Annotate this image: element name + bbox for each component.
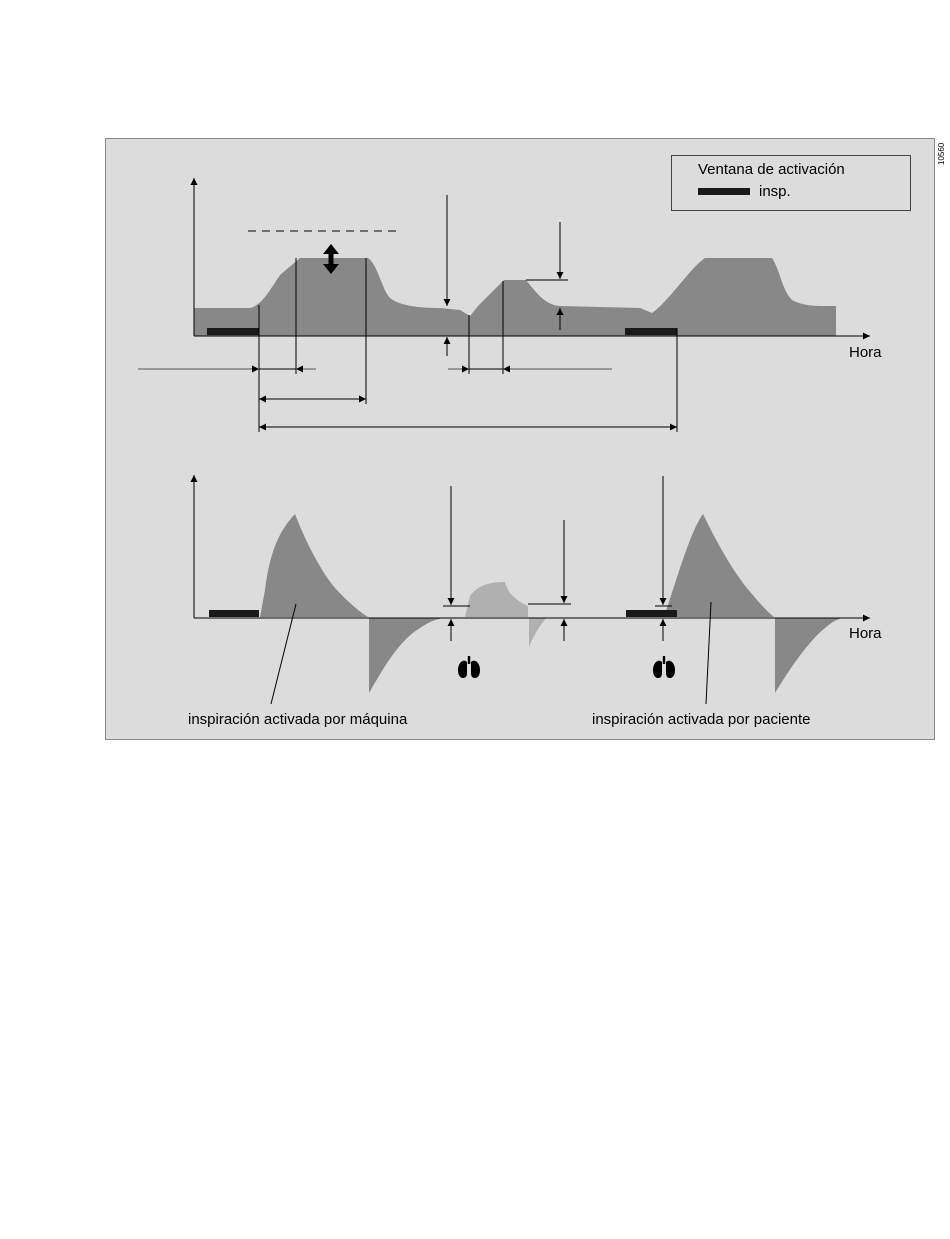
top-trigger-window-2 [625, 328, 677, 335]
legend-item-label: insp. [759, 183, 791, 200]
bottom-trigger-window-2 [626, 610, 677, 617]
legend-trigger-window-swatch [698, 188, 750, 195]
bottom-trigger-window-1 [209, 610, 259, 617]
bottom-x-axis-label: Hora [849, 625, 882, 642]
legend-title: Ventana de activación [698, 161, 845, 178]
figure-id: 10560 [937, 142, 946, 165]
diagram-panel [106, 139, 935, 740]
top-x-axis-label: Hora [849, 344, 882, 361]
legend [672, 156, 911, 211]
patient-triggered-label: inspiración activada por paciente [592, 711, 811, 728]
top-trigger-window-1 [207, 328, 259, 335]
machine-triggered-label: inspiración activada por máquina [188, 711, 408, 728]
